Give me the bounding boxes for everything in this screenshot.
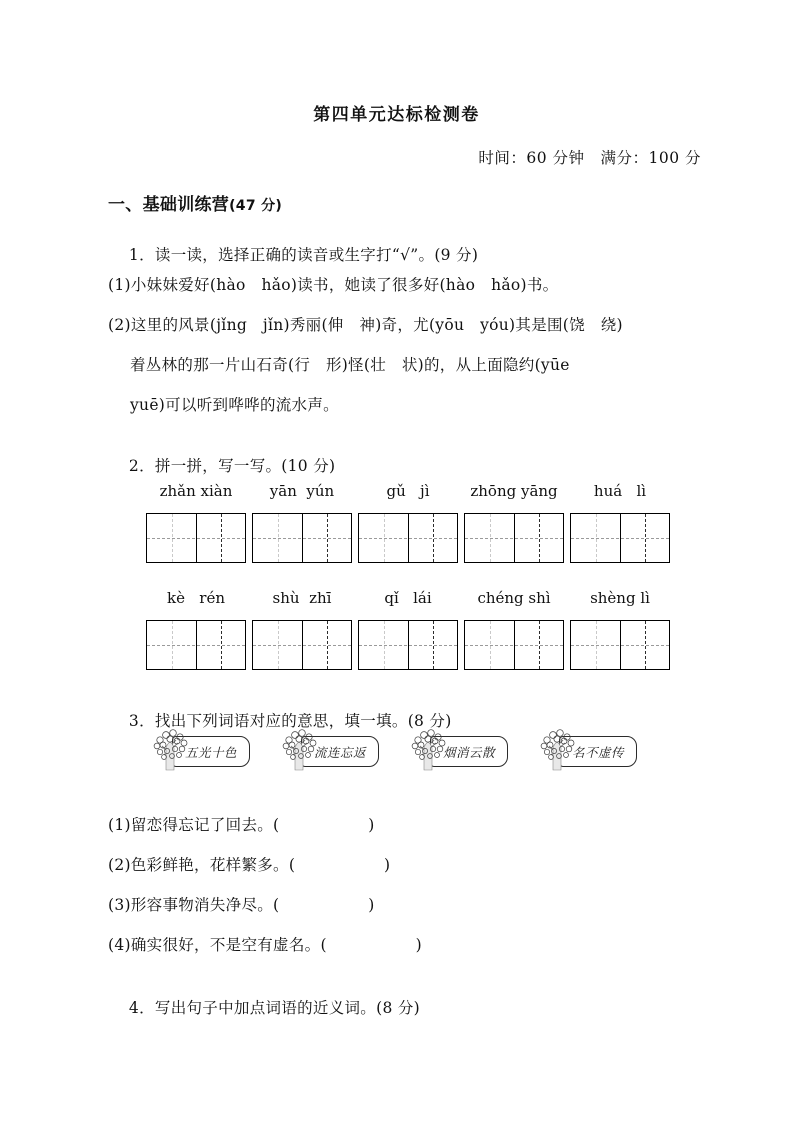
idiom-label-1: 五光十色 [184,744,237,760]
pinyin-group-3: gǔ jì [386,482,430,500]
question-1-item-2: (2)这里的风景(jǐng jǐn)秀丽(伸 神)奇，尤(yōu yóu)其是围(饶 绕) [108,316,623,334]
grid-divider [302,514,303,562]
grid-divider [514,621,515,669]
grid-divider [514,514,515,562]
pinyin-group-4: zhōng yāng [470,482,558,500]
question-4-number: 4． [128,998,155,1017]
pinyin-group-7: shù zhī [272,589,332,607]
question-3-item-2[interactable]: (2)色彩鲜艳，花样繁多。( ) [108,856,391,874]
idiom-label-3: 烟消云散 [442,744,495,760]
question-3-item-4[interactable]: (4)确实很好，不是空有虚名。( ) [108,936,423,954]
pinyin-group-1: zhǎn xiàn [159,482,233,500]
question-1-item-1: (1)小妹妹爱好(hào hǎo)读书，她读了很多好(hào hǎo)书。 [108,276,559,294]
writing-grid-7[interactable] [252,620,352,670]
writing-grid-8[interactable] [358,620,458,670]
question-1-text: 读一读，选择正确的读音或生字打“√”。(9 分) [154,245,479,264]
question-1-item-2-cont-2: yuē)可以听到哗哗的流水声。 [130,396,339,414]
grid-divider [408,621,409,669]
page-title: 第四单元达标检测卷 [313,105,480,125]
pinyin-group-9: chéng shì [477,589,551,607]
question-1-item-2-cont-1: 着丛林的那一片山石奇(行 形)怪(壮 状)的，从上面隐约(yūe [130,356,570,374]
idiom-card-4[interactable] [533,730,637,770]
idiom-label-4: 名不虚传 [571,744,624,760]
question-1-prompt [108,232,478,279]
writing-grid-4[interactable] [464,513,564,563]
pinyin-group-8: qǐ lái [384,589,432,607]
tree-icon [533,724,585,772]
pinyin-row-1 [0,482,793,504]
question-2-number: 2． [128,456,155,475]
idiom-card-1[interactable] [146,730,250,770]
pinyin-group-5: huá lì [593,482,647,500]
section-points: (47 分) [229,198,283,214]
grid-divider [620,621,621,669]
grid-divider [196,514,197,562]
writing-grid-10[interactable] [570,620,670,670]
tree-icon [275,724,327,772]
writing-grid-1[interactable] [146,513,246,563]
question-3-text: 找出下列词语对应的意思，填一填。(8 分) [154,711,452,730]
exam-meta: 时间：60 分钟 满分：100 分 [478,149,701,167]
writing-grid-5[interactable] [570,513,670,563]
writing-grid-9[interactable] [464,620,564,670]
grid-divider [302,621,303,669]
grid-divider [620,514,621,562]
pinyin-group-10: shèng lì [590,589,650,607]
question-3-item-1[interactable]: (1)留恋得忘记了回去。( ) [108,816,375,834]
writing-grid-3[interactable] [358,513,458,563]
pinyin-group-6: kè rén [167,589,225,607]
grid-divider [408,514,409,562]
question-1-number: 1． [128,245,155,264]
tree-icon [404,724,456,772]
section-heading [108,190,282,215]
question-4-text: 写出句子中加点词语的近义词。(8 分) [154,998,420,1017]
question-3-item-3[interactable]: (3)形容事物消失净尽。( ) [108,896,375,914]
pinyin-group-2: yān yún [269,482,335,500]
question-4-prompt [108,985,420,1032]
idiom-card-3[interactable] [404,730,508,770]
grid-divider [196,621,197,669]
writing-grid-6[interactable] [146,620,246,670]
pinyin-row-2 [0,589,793,611]
question-2-text: 拼一拼，写一写。(10 分) [154,456,336,475]
idiom-label-2: 流连忘返 [313,744,366,760]
tree-icon [146,724,198,772]
idiom-card-2[interactable] [275,730,379,770]
writing-grid-row-2 [0,620,793,672]
section-label: 一、基础训练营 [108,195,230,215]
writing-grid-row-1 [0,513,793,565]
question-3-number: 3． [128,711,155,730]
writing-grid-2[interactable] [252,513,352,563]
idiom-card-row [0,722,793,784]
